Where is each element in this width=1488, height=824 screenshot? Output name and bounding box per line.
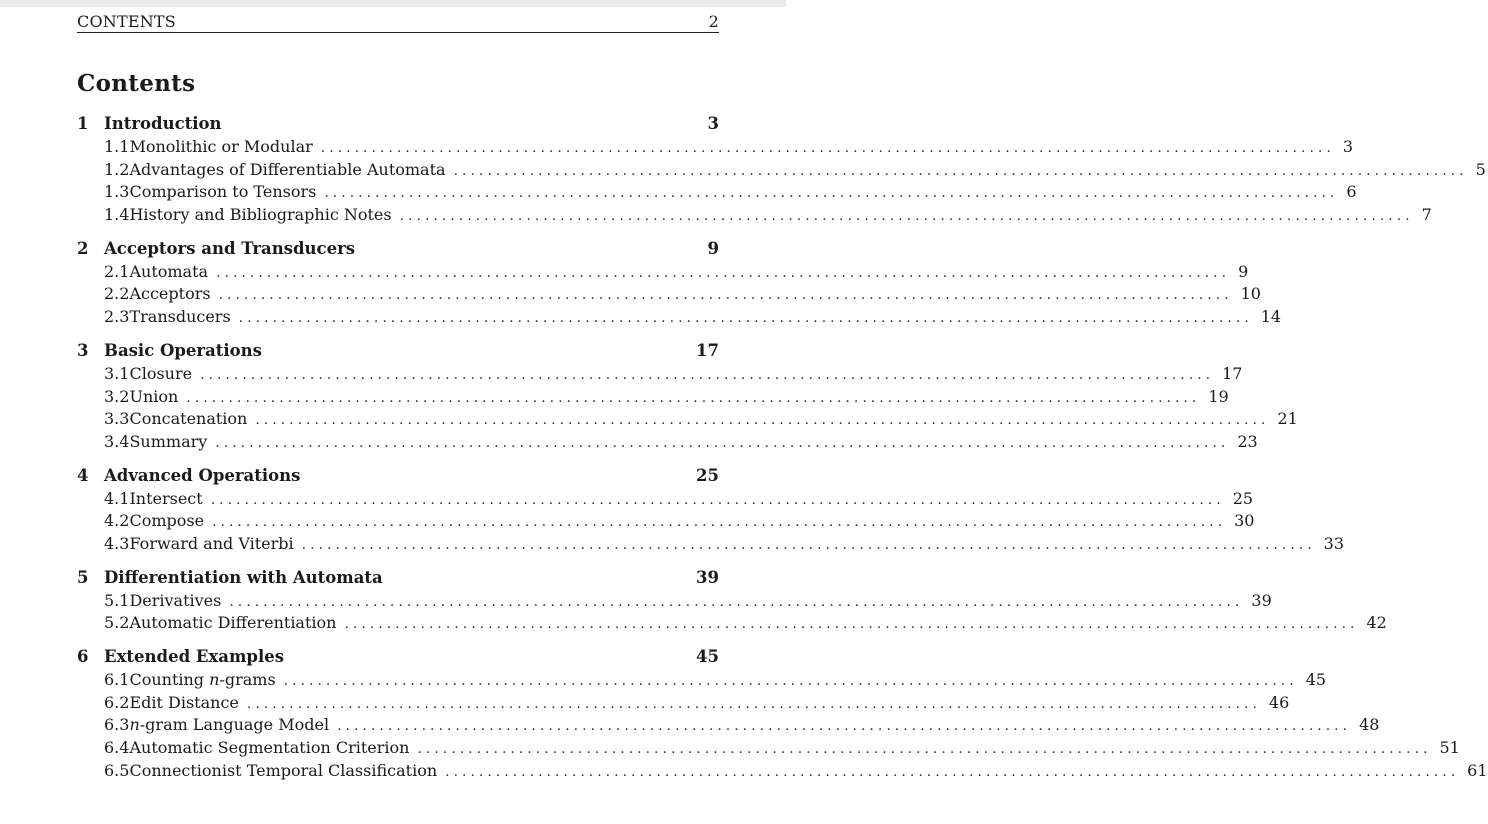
- chapter-number: 2: [77, 238, 89, 258]
- chapter-page-number: 9: [707, 238, 719, 258]
- toc-chapter: [77, 567, 1387, 636]
- toc-chapter: [77, 114, 1486, 228]
- page-title: Contents: [77, 70, 196, 97]
- chapter-page-number: 45: [696, 647, 719, 666]
- toc-section-entry[interactable]: [77, 431, 1258, 455]
- section-number: 6.4: [104, 738, 130, 758]
- toc-chapter-entry[interactable]: [77, 341, 719, 364]
- section-number: 3.1: [104, 363, 130, 383]
- toc-section-entry[interactable]: [77, 386, 1229, 410]
- section-number: 1.4: [104, 205, 130, 225]
- dot-leader: ........................................................................................................................: [215, 434, 1230, 451]
- section-page-number: 33: [1323, 533, 1345, 553]
- section-title: Automata: [129, 261, 209, 281]
- dot-leader: ........................................................................................................................: [417, 741, 1432, 758]
- running-header-page-number: 2: [708, 12, 719, 31]
- toc-section-entry[interactable]: [77, 488, 1254, 512]
- section-title: Concatenation: [129, 409, 248, 429]
- toc-chapter: [77, 647, 1488, 783]
- chapter-number: 3: [77, 340, 89, 360]
- chapter-number: 6: [77, 647, 89, 666]
- dot-leader: ........................................................................................................................: [229, 593, 1244, 610]
- section-page-number: 9: [1238, 261, 1249, 281]
- section-number: 1.3: [104, 182, 130, 202]
- toc-section-entry[interactable]: [77, 205, 1432, 228]
- dot-leader: ........................................................................................................................: [301, 536, 1316, 553]
- section-page-number: 51: [1439, 738, 1460, 758]
- section-page-number: 42: [1366, 613, 1387, 633]
- toc-section-entry[interactable]: [77, 137, 1353, 160]
- section-page-number: 3: [1342, 137, 1353, 156]
- dot-leader: ........................................................................................................................: [324, 185, 1339, 202]
- chapter-number: 4: [77, 465, 89, 485]
- section-title: Forward and Viterbi: [129, 533, 294, 553]
- chapter-title: Extended Examples: [104, 647, 285, 666]
- section-page-number: 23: [1237, 431, 1258, 451]
- running-header-title: CONTENTS: [77, 12, 176, 31]
- dot-leader: ........................................................................................................................: [186, 389, 1201, 406]
- section-page-number: 30: [1234, 511, 1255, 531]
- section-page-number: 10: [1240, 284, 1261, 304]
- dot-leader: ........................................................................................................................: [320, 140, 1335, 156]
- dot-leader: ........................................................................................................................: [210, 491, 1225, 508]
- viewer-top-bar: [0, 0, 786, 7]
- section-page-number: 39: [1251, 590, 1272, 610]
- toc-chapter-entry[interactable]: [77, 568, 719, 591]
- section-number: 4.3: [104, 533, 130, 553]
- toc-section-entry[interactable]: [77, 692, 1290, 716]
- toc-section-entry[interactable]: [77, 409, 1298, 432]
- toc-chapter-entry[interactable]: [77, 466, 719, 489]
- section-title: Automatic Segmentation Criterion: [129, 738, 410, 758]
- section-number: 1.2: [104, 159, 130, 179]
- dot-leader: ........................................................................................................................: [453, 162, 1468, 179]
- section-number: 6.1: [104, 670, 130, 689]
- chapter-title: Advanced Operations: [104, 465, 301, 485]
- toc-section-entry[interactable]: [77, 760, 1488, 784]
- dot-leader: ........................................................................................................................: [255, 412, 1270, 429]
- section-title: Compose: [129, 511, 205, 531]
- section-title: Counting n-grams: [129, 670, 276, 689]
- dot-leader: ........................................................................................................................: [445, 763, 1460, 780]
- section-page-number: 61: [1467, 760, 1488, 780]
- chapter-page-number: 3: [707, 114, 719, 133]
- section-title: Closure: [129, 363, 193, 383]
- dot-leader: ........................................................................................................................: [246, 695, 1261, 712]
- chapter-page-number: 25: [696, 465, 719, 485]
- toc-chapter: [77, 465, 1345, 557]
- section-number: 6.2: [104, 692, 130, 712]
- section-title: n-gram Language Model: [129, 715, 330, 735]
- chapter-number: 1: [77, 114, 89, 133]
- chapter-page-number: 17: [696, 340, 719, 360]
- toc-section-entry[interactable]: [77, 533, 1345, 557]
- section-number: 6.3: [104, 715, 130, 735]
- section-page-number: 48: [1359, 715, 1380, 735]
- section-page-number: 25: [1232, 488, 1254, 508]
- section-page-number: 45: [1305, 670, 1327, 689]
- section-number: 4.1: [104, 488, 130, 508]
- toc-section-entry[interactable]: [77, 261, 1249, 285]
- section-number: 1.1: [104, 137, 130, 156]
- dot-leader: ........................................................................................................................: [344, 616, 1359, 633]
- dot-leader: ........................................................................................................................: [337, 718, 1352, 735]
- section-title: Derivatives: [129, 590, 222, 610]
- section-title: Acceptors: [129, 284, 211, 304]
- toc-section-entry[interactable]: [77, 159, 1486, 183]
- toc-section-entry[interactable]: [77, 182, 1357, 205]
- section-page-number: 19: [1208, 386, 1229, 406]
- toc-chapter-entry[interactable]: [77, 647, 719, 670]
- toc-chapter-entry[interactable]: [77, 114, 719, 137]
- dot-leader: ........................................................................................................................: [218, 287, 1233, 304]
- section-title: Union: [129, 386, 179, 406]
- section-page-number: 17: [1222, 363, 1243, 383]
- dot-leader: ........................................................................................................................: [399, 208, 1414, 225]
- section-page-number: 5: [1475, 159, 1486, 179]
- toc-section-entry[interactable]: [77, 613, 1387, 636]
- section-number: 2.3: [104, 307, 130, 327]
- section-number: 5.1: [104, 590, 130, 610]
- toc-section-entry[interactable]: [77, 363, 1243, 387]
- toc-section-entry[interactable]: [77, 738, 1460, 761]
- table-of-contents: [77, 114, 1488, 783]
- section-title: Comparison to Tensors: [129, 182, 317, 202]
- dot-leader: ........................................................................................................................: [216, 264, 1231, 281]
- chapter-title: Introduction: [104, 114, 222, 133]
- section-title: Advantages of Differentiable Automata: [129, 159, 446, 179]
- section-title: Summary: [129, 431, 208, 451]
- dot-leader: ........................................................................................................................: [283, 673, 1298, 689]
- section-title: History and Bibliographic Notes: [129, 205, 392, 225]
- section-title: Edit Distance: [129, 692, 239, 712]
- section-number: 4.2: [104, 511, 130, 531]
- toc-chapter-entry[interactable]: [77, 239, 719, 262]
- section-title: Transducers: [129, 307, 231, 327]
- toc-chapter: [77, 340, 1298, 455]
- section-title: Connectionist Temporal Classification: [129, 760, 438, 780]
- chapter-title: Basic Operations: [104, 340, 262, 360]
- chapter-number: 5: [77, 567, 89, 587]
- section-number: 3.2: [104, 386, 130, 406]
- section-number: 5.2: [104, 613, 130, 633]
- section-page-number: 46: [1268, 692, 1290, 712]
- section-number: 3.4: [104, 431, 130, 451]
- dot-leader: ........................................................................................................................: [212, 514, 1227, 531]
- document-page: [77, 7, 1488, 794]
- section-number: 3.3: [104, 409, 130, 429]
- section-number: 2.2: [104, 284, 130, 304]
- toc-section-entry[interactable]: [77, 590, 1272, 614]
- toc-section-entry[interactable]: [77, 670, 1327, 693]
- dot-leader: ........................................................................................................................: [200, 366, 1215, 383]
- toc-section-entry[interactable]: [77, 511, 1255, 534]
- toc-chapter: [77, 238, 1282, 330]
- chapter-page-number: 39: [696, 567, 719, 587]
- section-title: Automatic Differentiation: [129, 613, 337, 633]
- section-page-number: 6: [1346, 182, 1357, 202]
- dot-leader: ........................................................................................................................: [238, 310, 1253, 327]
- section-title: Monolithic or Modular: [129, 137, 313, 156]
- section-page-number: 7: [1421, 205, 1432, 225]
- toc-section-entry[interactable]: [77, 715, 1380, 738]
- section-number: 2.1: [104, 261, 130, 281]
- section-title: Intersect: [129, 488, 203, 508]
- chapter-title: Differentiation with Automata: [104, 567, 383, 587]
- running-header: [77, 7, 719, 33]
- toc-section-entry[interactable]: [77, 307, 1282, 330]
- section-page-number: 21: [1277, 409, 1298, 429]
- section-number: 6.5: [104, 760, 130, 780]
- section-page-number: 14: [1260, 307, 1282, 327]
- chapter-title: Acceptors and Transducers: [104, 238, 356, 258]
- toc-section-entry[interactable]: [77, 284, 1261, 307]
